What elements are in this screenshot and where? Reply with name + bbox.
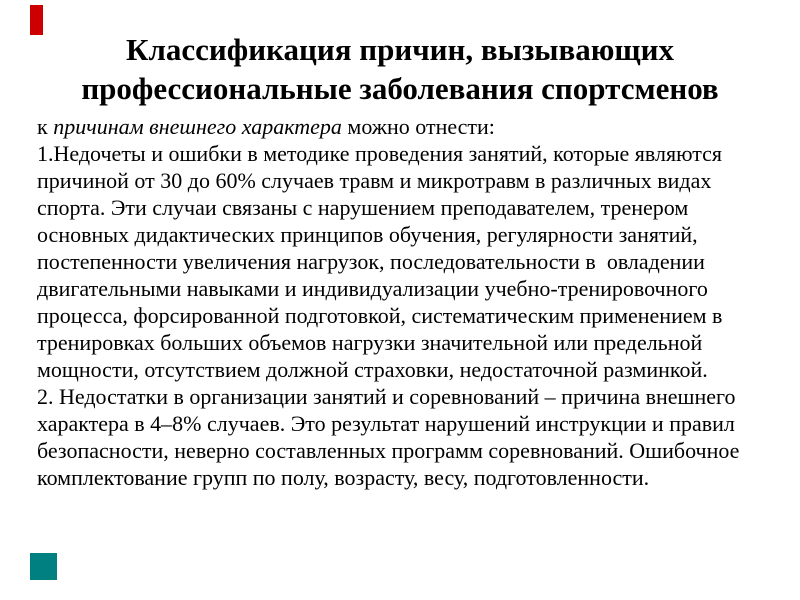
paragraph1-line: причиной от 30 до 60% случаев травм и микротравм в различных видах [37, 168, 712, 193]
paragraph1-line: 1.Недочеты и ошибки в методике проведения занятий, которые являются [37, 141, 723, 166]
intro-suffix: можно отнести: [341, 114, 495, 139]
intro-prefix: к [37, 114, 54, 139]
paragraph1-line: процесса, форсированной подготовкой, систематическим применением в [37, 303, 723, 328]
paragraph2-line: комплектование групп по полу, возрасту, весу, подготовленности. [37, 465, 650, 490]
slide-title [0, 30, 800, 108]
paragraph1-line: спорта. Эти случаи связаны с нарушением преподавателем, тренером [37, 195, 689, 220]
paragraph1-line: основных дидактических принципов обучения, регулярности занятий, [37, 222, 698, 247]
slide-title-line-1: Классификация причин, вызывающих [126, 32, 674, 67]
paragraph1-line: постепенности увеличения нагрузок, последовательности в овладении [37, 249, 705, 274]
paragraph1-line: мощности, отсутствием должной страховки, недостаточной разминкой. [37, 357, 708, 382]
intro-line [37, 113, 792, 140]
intro-italic-phrase: причинам внешнего характера [53, 114, 342, 139]
paragraph2-line: 2. Недостатки в организации занятий и соревнований – причина внешнего [37, 384, 736, 409]
paragraph1-line: двигательными навыками и индивидуализации учебно-тренировочного [37, 276, 708, 301]
paragraph2-line: характера в 4–8% случаев. Это результат нарушений инструкции и правил [37, 411, 735, 436]
slide-body [37, 113, 792, 491]
paragraph2-line: безопасности, неверно составленных программ соревнований. Ошибочное [37, 438, 740, 463]
paragraph1-line: тренировках больших объемов нагрузки значительной или предельной [37, 330, 703, 355]
teal-accent-square [30, 553, 57, 580]
slide-title-line-2: профессиональные заболевания спортсменов [81, 71, 719, 106]
